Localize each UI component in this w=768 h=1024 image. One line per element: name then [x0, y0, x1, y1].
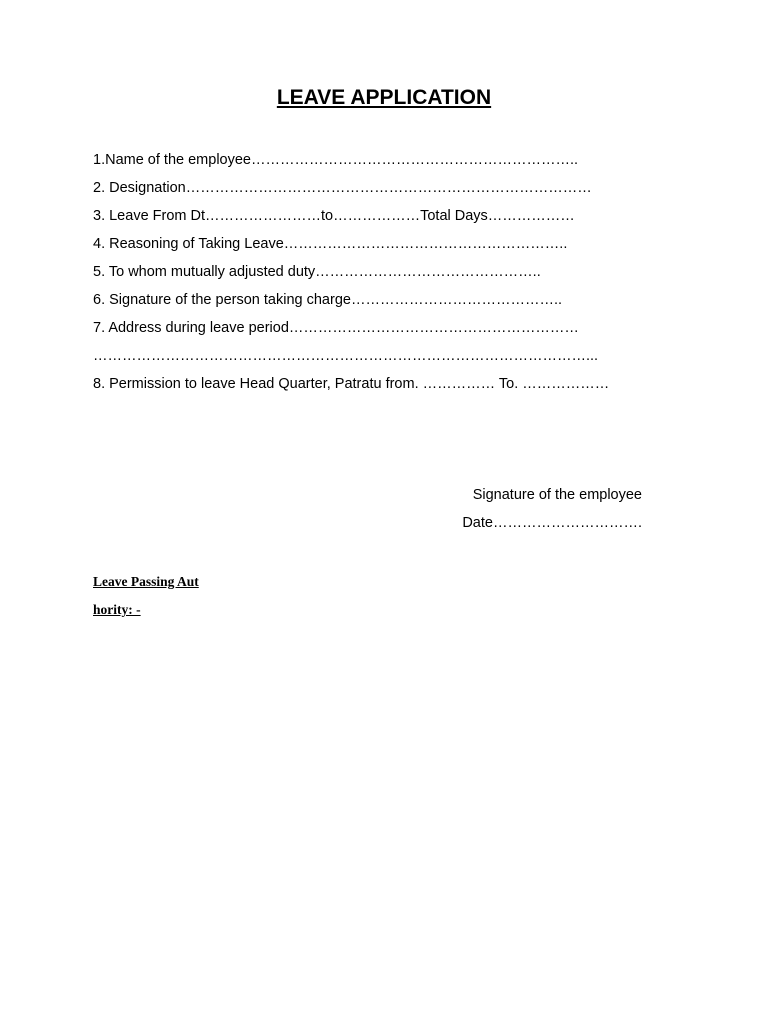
- page-title: LEAVE APPLICATION: [276, 86, 492, 109]
- field-leave-address-continued: …………………………………………………………………………………………...: [93, 348, 599, 364]
- field-designation: 2. Designation…………………………………………………………………………: [93, 180, 592, 196]
- field-leave-reason: 4. Reasoning of Taking Leave…………………………………………………..: [93, 236, 568, 252]
- field-charge-signature: 6. Signature of the person taking charge……………………………………..: [93, 292, 563, 308]
- employee-signature-label: Signature of the employee: [472, 487, 642, 503]
- leave-authority-heading-line1: Leave Passing Aut: [93, 574, 199, 589]
- field-employee-name: 1.Name of the employee…………………………………………………………..: [93, 152, 579, 168]
- field-adjusted-duty: 5. To whom mutually adjusted duty………………………………………..: [93, 264, 541, 280]
- field-leave-dates: 3. Leave From Dt……………………to………………Total Days………………: [93, 208, 575, 224]
- leave-authority-heading-line2: hority: -: [93, 602, 141, 617]
- field-leave-address: 7. Address during leave period……………………………………………………: [93, 320, 579, 336]
- field-headquarter-permission: 8. Permission to leave Head Quarter, Patratu from. …………… To. ………………: [93, 376, 610, 392]
- signature-date-field: Date………………………….: [462, 515, 642, 531]
